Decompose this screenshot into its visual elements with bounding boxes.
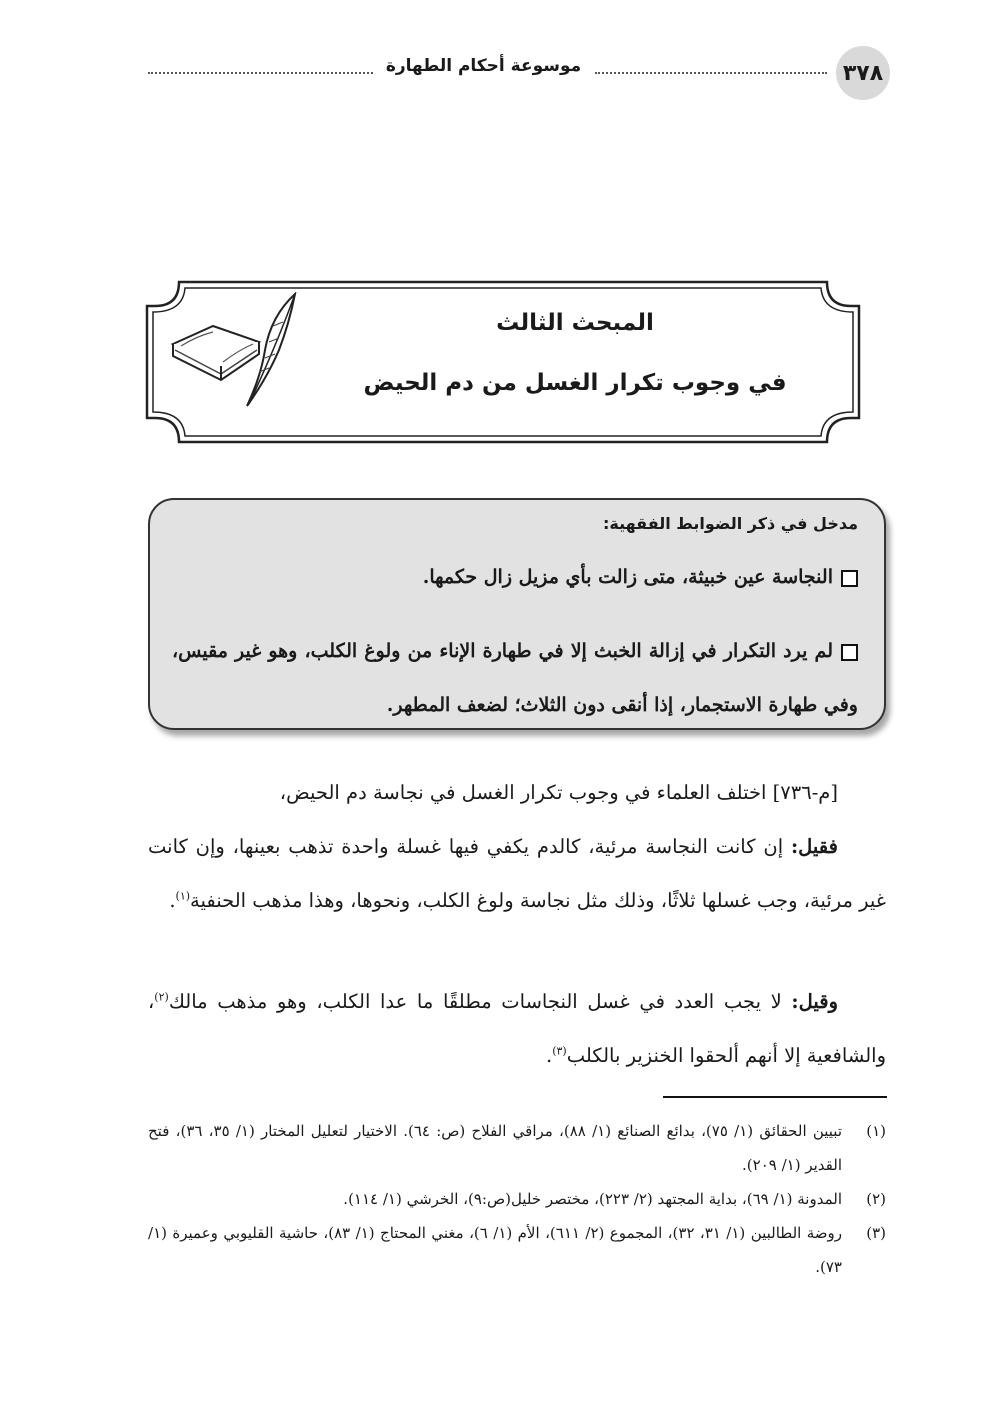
- footnote-ref[interactable]: (١): [175, 889, 191, 903]
- running-title: موسوعة أحكام الطهارة: [385, 56, 582, 76]
- book-and-quill-icon: [167, 292, 307, 414]
- footnote-ref[interactable]: (٢): [154, 990, 169, 1004]
- footnote-separator: [663, 1096, 887, 1098]
- footnote: [148, 1114, 886, 1182]
- footnotes: [148, 1114, 886, 1284]
- punctuation: .: [545, 1044, 553, 1067]
- body-paragraph: [148, 820, 886, 928]
- rule-text: لم يرد التكرار في إزالة الخبث إلا في طهارة الإناء من ولوغ الكلب، وهو غير مقيس، وفي طهارة الاستجمار، إذا أنقى دون الثلاث؛ لضعف المطهر.: [172, 640, 858, 716]
- footnote-text: المدونة (١/ ٦٩)، بداية المجتهد (٢/ ٢٢٣)، مختصر خليل(ص:٩)، الخرشي (١/ ١١٤).: [343, 1190, 842, 1208]
- opinion-text: ، والشافعية إلا أنهم ألحقوا الخنزير بالكلب: [148, 990, 886, 1067]
- opinion-label: فقيل:: [790, 835, 838, 858]
- header-dotted-rule: [148, 72, 373, 74]
- square-bullet-icon: [841, 570, 858, 587]
- footnote-number: (١): [866, 1122, 886, 1140]
- issue-intro: [م-٧٣٦] اختلف العلماء في وجوب تكرار الغسل في نجاسة دم الحيض،: [279, 781, 838, 804]
- chapter-title-frame: [145, 280, 861, 444]
- footnote-text: روضة الطالبين (١/ ٣١، ٣٢)، المجموع (٢/ ٦١١)، الأم (١/ ٦)، مغني المحتاج (١/ ٨٣)، حاشية القليوبي وعميرة (١/ ٧٣).: [148, 1224, 843, 1276]
- opinion-text: لا يجب العدد في غسل النجاسات مطلقًا ما عدا الكلب، وهو مذهب مالك: [168, 990, 792, 1013]
- footnote-text: تبيين الحقائق (١/ ٧٥)، بدائع الصنائع (١/ ٨٨)، مراقي الفلاح (ص: ٦٤). الاختيار لتعليل المختار (١/ ٣٥، ٣٦)، فتح القدير (١/ ٢٠٩).: [148, 1122, 843, 1174]
- chapter-subtitle: في وجوب تكرار الغسل من دم الحيض: [363, 370, 787, 396]
- square-bullet-icon: [841, 644, 858, 661]
- footnote-number: (٢): [866, 1190, 886, 1208]
- body-paragraph: [148, 766, 886, 820]
- fiqh-rules-box: [148, 498, 886, 730]
- chapter-heading: المبحث الثالث: [496, 310, 654, 336]
- header-dotted-rule: [595, 72, 827, 74]
- rule-item: [172, 624, 858, 732]
- rule-item: [423, 566, 858, 588]
- rule-text: النجاسة عين خبيثة، متى زالت بأي مزيل زال حكمها.: [422, 566, 833, 588]
- opinion-text: إن كانت النجاسة مرئية، كالدم يكفي فيها غسلة واحدة تذهب بعينها، وإن كانت غير مرئية، وجب غسلها ثلاثًا، وذلك مثل نجاسة ولوغ الكلب، ونحوها، وهذا مذهب الحنفية: [148, 835, 886, 912]
- body-paragraph: [148, 975, 886, 1083]
- footnote: [148, 1182, 886, 1216]
- punctuation: .: [169, 889, 176, 912]
- rules-title: مدخل في ذكر الضوابط الفقهية:: [602, 514, 858, 533]
- opinion-label: وقيل:: [791, 990, 838, 1013]
- page-number: ٣٧٨: [836, 46, 890, 100]
- footnote-number: (٣): [866, 1224, 886, 1242]
- footnote-ref[interactable]: (٣): [552, 1044, 567, 1058]
- footnote: [148, 1216, 886, 1284]
